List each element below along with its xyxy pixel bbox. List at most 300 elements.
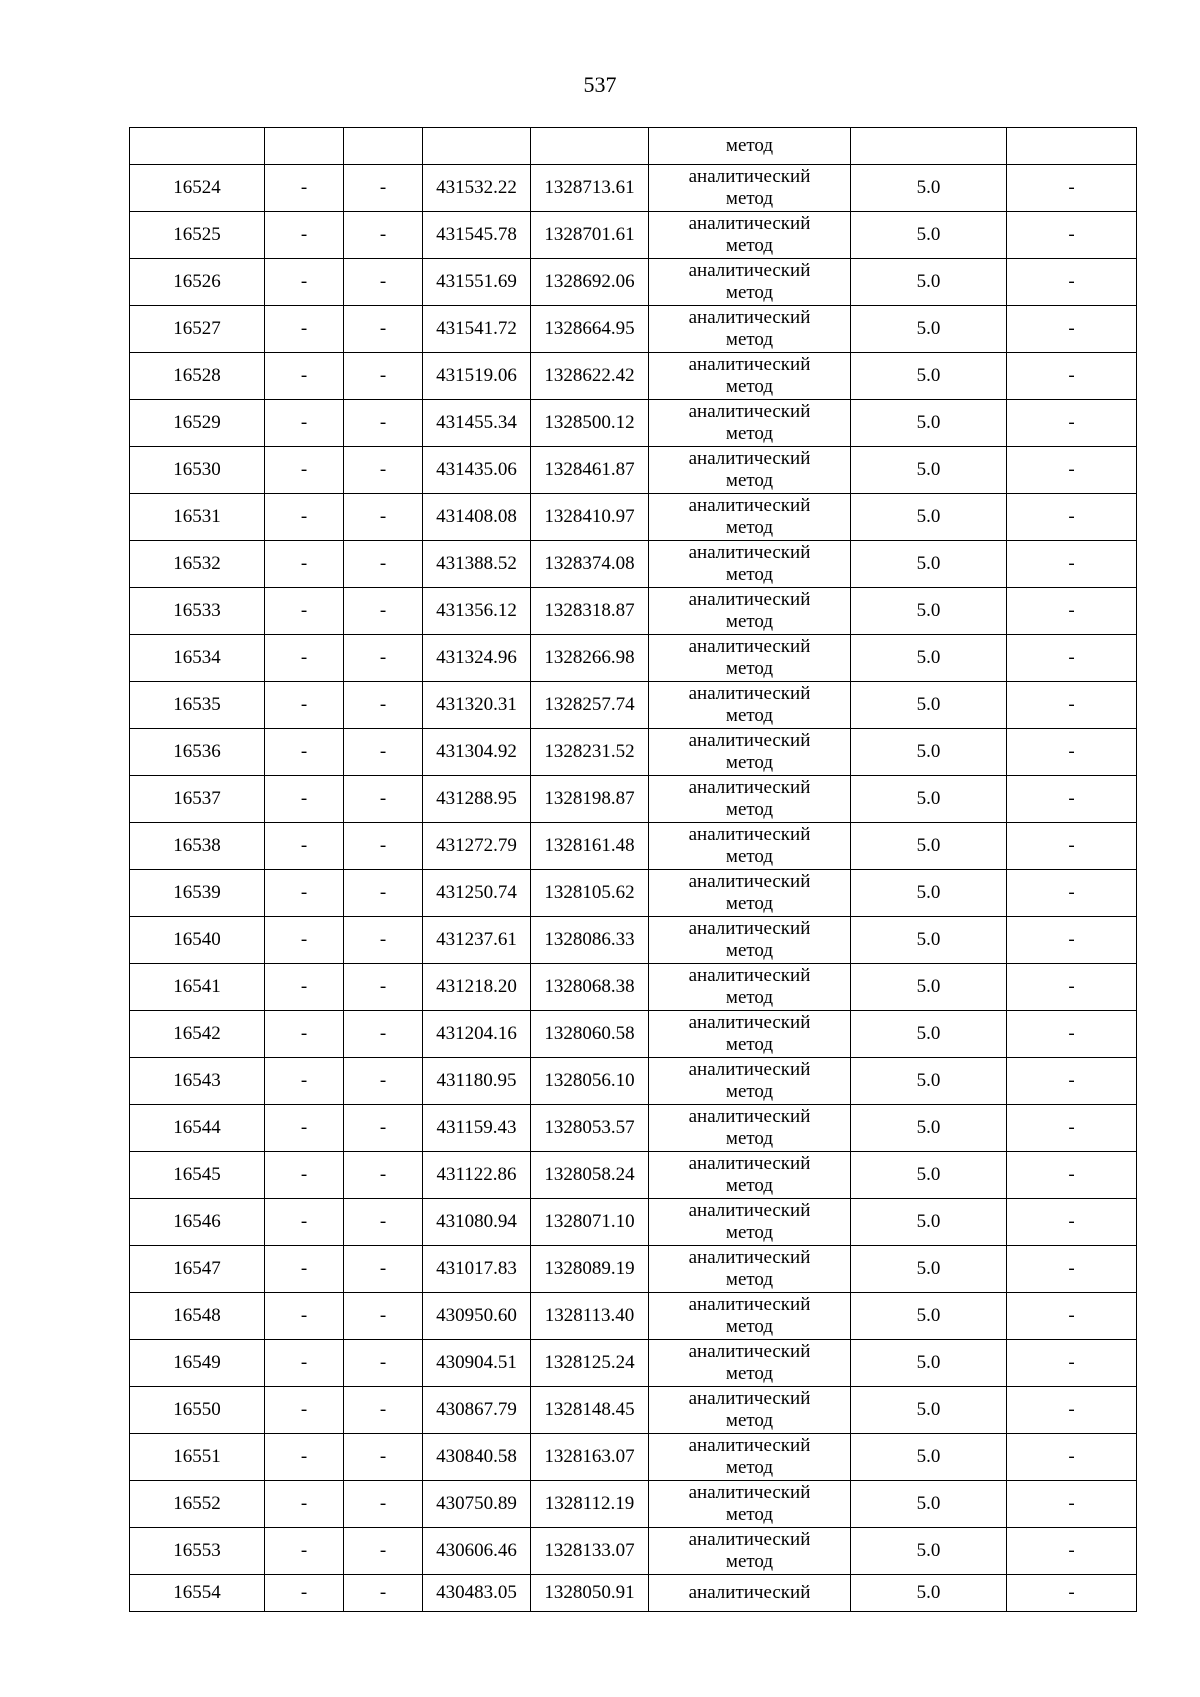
cell-point-number: 16537: [130, 776, 265, 823]
cell-y: 1328664.95: [531, 306, 649, 353]
table-row: [130, 1528, 1137, 1575]
cell-col2: -: [265, 823, 344, 870]
cell-point-number: 16548: [130, 1293, 265, 1340]
cell-method: [649, 1199, 851, 1246]
method-line-2: метод: [725, 188, 774, 209]
cell-accuracy: 5.0: [851, 1246, 1007, 1293]
cell-col3: -: [344, 729, 423, 776]
cell-point-number: 16531: [130, 494, 265, 541]
cell-col2: -: [265, 870, 344, 917]
table-row: [130, 259, 1137, 306]
cell-point-number: 16527: [130, 306, 265, 353]
cell-col8: -: [1007, 1481, 1137, 1528]
cell-method: [649, 635, 851, 682]
method-line-1: аналитический: [688, 401, 811, 422]
cell-y: 1328089.19: [531, 1246, 649, 1293]
cell-col3: -: [344, 823, 423, 870]
cell-y: 1328050.91: [531, 1575, 649, 1612]
cell-accuracy: 5.0: [851, 729, 1007, 776]
cell-col8: -: [1007, 1387, 1137, 1434]
cell-method: [649, 541, 851, 588]
cell-col2: -: [265, 447, 344, 494]
method-line-2: метод: [725, 282, 774, 303]
cell-col2: -: [265, 353, 344, 400]
cell-col3: -: [344, 1528, 423, 1575]
cell-col3: -: [344, 494, 423, 541]
cell-x: 431551.69: [423, 259, 531, 306]
cell-accuracy: 5.0: [851, 259, 1007, 306]
cell-y: 1328410.97: [531, 494, 649, 541]
method-line-1: аналитический: [688, 636, 811, 657]
cell-x: 431324.96: [423, 635, 531, 682]
method-line-1: аналитический: [688, 166, 811, 187]
table-row: [130, 212, 1137, 259]
table-row: [130, 870, 1137, 917]
method-line-2: метод: [725, 1269, 774, 1290]
method-line-1: аналитический: [688, 1582, 811, 1603]
cell-accuracy: 5.0: [851, 1434, 1007, 1481]
cell-accuracy: 5.0: [851, 212, 1007, 259]
cell-y: 1328112.19: [531, 1481, 649, 1528]
cell-method: [649, 917, 851, 964]
cell-accuracy: [851, 128, 1007, 165]
table-row: [130, 1152, 1137, 1199]
table-row: [130, 1481, 1137, 1528]
cell-x: [423, 128, 531, 165]
method-line-2: метод: [725, 987, 774, 1008]
cell-col3: -: [344, 870, 423, 917]
table-row: [130, 635, 1137, 682]
cell-method: [649, 1152, 851, 1199]
cell-x: 431159.43: [423, 1105, 531, 1152]
cell-x: 431080.94: [423, 1199, 531, 1246]
cell-point-number: 16536: [130, 729, 265, 776]
cell-col3: -: [344, 400, 423, 447]
cell-x: 431356.12: [423, 588, 531, 635]
cell-col3: -: [344, 212, 423, 259]
cell-col8: -: [1007, 353, 1137, 400]
cell-y: 1328068.38: [531, 964, 649, 1011]
cell-x: 431455.34: [423, 400, 531, 447]
cell-point-number: 16529: [130, 400, 265, 447]
cell-point-number: 16539: [130, 870, 265, 917]
cell-col3: -: [344, 1340, 423, 1387]
cell-y: 1328163.07: [531, 1434, 649, 1481]
cell-y: 1328161.48: [531, 823, 649, 870]
cell-col8: -: [1007, 306, 1137, 353]
cell-accuracy: 5.0: [851, 353, 1007, 400]
method-line-2: метод: [725, 1504, 774, 1525]
cell-point-number: 16543: [130, 1058, 265, 1105]
cell-method: [649, 1293, 851, 1340]
cell-accuracy: 5.0: [851, 917, 1007, 964]
cell-col3: -: [344, 541, 423, 588]
cell-col8: -: [1007, 635, 1137, 682]
cell-col3: -: [344, 1387, 423, 1434]
cell-point-number: 16542: [130, 1011, 265, 1058]
cell-y: 1328257.74: [531, 682, 649, 729]
cell-col8: -: [1007, 1152, 1137, 1199]
cell-col3: -: [344, 165, 423, 212]
cell-method: [649, 1387, 851, 1434]
cell-point-number: 16525: [130, 212, 265, 259]
cell-col3: -: [344, 353, 423, 400]
cell-method: [649, 353, 851, 400]
cell-x: 431388.52: [423, 541, 531, 588]
cell-col8: -: [1007, 776, 1137, 823]
method-line-2: метод: [725, 846, 774, 867]
cell-col2: -: [265, 776, 344, 823]
method-line-1: аналитический: [688, 1294, 811, 1315]
cell-method: [649, 1246, 851, 1293]
cell-x: 430606.46: [423, 1528, 531, 1575]
table-row: [130, 729, 1137, 776]
cell-col2: [265, 128, 344, 165]
cell-method: [649, 1011, 851, 1058]
cell-col2: -: [265, 917, 344, 964]
cell-x: 430483.05: [423, 1575, 531, 1612]
method-line-2: метод: [725, 752, 774, 773]
method-line-1: аналитический: [688, 1012, 811, 1033]
cell-accuracy: 5.0: [851, 400, 1007, 447]
cell-point-number: 16554: [130, 1575, 265, 1612]
cell-col3: -: [344, 776, 423, 823]
cell-y: 1328105.62: [531, 870, 649, 917]
cell-accuracy: 5.0: [851, 1011, 1007, 1058]
table-body: [130, 128, 1137, 1612]
cell-point-number: 16547: [130, 1246, 265, 1293]
cell-method: [649, 1481, 851, 1528]
cell-point-number: 16551: [130, 1434, 265, 1481]
cell-point-number: 16530: [130, 447, 265, 494]
cell-accuracy: 5.0: [851, 635, 1007, 682]
method-line-1: аналитический: [688, 1059, 811, 1080]
cell-accuracy: 5.0: [851, 1152, 1007, 1199]
cell-col8: -: [1007, 682, 1137, 729]
cell-col3: -: [344, 588, 423, 635]
cell-x: 431288.95: [423, 776, 531, 823]
cell-accuracy: 5.0: [851, 870, 1007, 917]
cell-col3: -: [344, 1105, 423, 1152]
cell-method: [649, 1105, 851, 1152]
cell-y: 1328461.87: [531, 447, 649, 494]
method-line-1: аналитический: [688, 1482, 811, 1503]
table-row: [130, 447, 1137, 494]
cell-x: 431237.61: [423, 917, 531, 964]
method-line-1: аналитический: [688, 1435, 811, 1456]
method-line-1: аналитический: [688, 824, 811, 845]
table-row: [130, 1387, 1137, 1434]
cell-y: 1328701.61: [531, 212, 649, 259]
cell-col2: -: [265, 1011, 344, 1058]
cell-point-number: 16532: [130, 541, 265, 588]
cell-accuracy: 5.0: [851, 1293, 1007, 1340]
cell-col8: -: [1007, 1340, 1137, 1387]
method-line-1: аналитический: [688, 1200, 811, 1221]
cell-point-number: 16545: [130, 1152, 265, 1199]
cell-col3: -: [344, 635, 423, 682]
table-row: [130, 306, 1137, 353]
coordinates-table: [129, 127, 1137, 1612]
cell-accuracy: 5.0: [851, 588, 1007, 635]
cell-col8: -: [1007, 1105, 1137, 1152]
cell-col8: -: [1007, 1293, 1137, 1340]
cell-accuracy: 5.0: [851, 1340, 1007, 1387]
cell-col3: -: [344, 1575, 423, 1612]
cell-col8: -: [1007, 588, 1137, 635]
cell-col8: -: [1007, 1528, 1137, 1575]
cell-method: [649, 729, 851, 776]
cell-col8: -: [1007, 1434, 1137, 1481]
cell-point-number: 16538: [130, 823, 265, 870]
method-line-2: метод: [725, 329, 774, 350]
method-line-2: метод: [725, 1081, 774, 1102]
cell-col2: -: [265, 635, 344, 682]
cell-col2: -: [265, 964, 344, 1011]
table-row: [130, 1011, 1137, 1058]
cell-point-number: 16541: [130, 964, 265, 1011]
cell-x: 431532.22: [423, 165, 531, 212]
method-line-2: метод: [725, 940, 774, 961]
cell-y: 1328056.10: [531, 1058, 649, 1105]
table-row: [130, 964, 1137, 1011]
table-row: [130, 1199, 1137, 1246]
method-line-1: аналитический: [688, 730, 811, 751]
cell-accuracy: 5.0: [851, 1528, 1007, 1575]
cell-point-number: 16546: [130, 1199, 265, 1246]
cell-method: [649, 1528, 851, 1575]
cell-col2: -: [265, 1105, 344, 1152]
method-line-2: метод: [725, 517, 774, 538]
cell-col8: -: [1007, 259, 1137, 306]
cell-method: [649, 964, 851, 1011]
method-line-1: аналитический: [688, 589, 811, 610]
table-row: [130, 917, 1137, 964]
cell-x: 431272.79: [423, 823, 531, 870]
cell-col2: -: [265, 306, 344, 353]
cell-method: [649, 1434, 851, 1481]
table-row: [130, 541, 1137, 588]
method-line-2: метод: [725, 1551, 774, 1572]
cell-y: 1328113.40: [531, 1293, 649, 1340]
cell-col2: -: [265, 729, 344, 776]
cell-method: [649, 776, 851, 823]
method-line-1: аналитический: [688, 307, 811, 328]
cell-col2: -: [265, 1058, 344, 1105]
cell-col2: -: [265, 1434, 344, 1481]
method-line-1: аналитический: [688, 448, 811, 469]
table-row: [130, 1434, 1137, 1481]
cell-col3: -: [344, 1199, 423, 1246]
cell-col8: -: [1007, 400, 1137, 447]
cell-x: 430867.79: [423, 1387, 531, 1434]
cell-y: 1328374.08: [531, 541, 649, 588]
cell-x: 430904.51: [423, 1340, 531, 1387]
cell-col8: -: [1007, 917, 1137, 964]
table-row: [130, 1575, 1137, 1612]
cell-point-number: [130, 128, 265, 165]
cell-col3: -: [344, 1246, 423, 1293]
cell-point-number: 16549: [130, 1340, 265, 1387]
cell-y: 1328692.06: [531, 259, 649, 306]
cell-y: 1328266.98: [531, 635, 649, 682]
cell-accuracy: 5.0: [851, 1481, 1007, 1528]
cell-accuracy: 5.0: [851, 1105, 1007, 1152]
method-line-2: метод: [725, 564, 774, 585]
cell-method: [649, 682, 851, 729]
table-row: [130, 1340, 1137, 1387]
cell-point-number: 16544: [130, 1105, 265, 1152]
cell-x: 431204.16: [423, 1011, 531, 1058]
cell-y: 1328231.52: [531, 729, 649, 776]
cell-y: 1328500.12: [531, 400, 649, 447]
cell-col3: -: [344, 1152, 423, 1199]
method-line-2: метод: [725, 1175, 774, 1196]
cell-x: 431408.08: [423, 494, 531, 541]
method-line-2: метод: [725, 1034, 774, 1055]
method-line-1: аналитический: [688, 213, 811, 234]
cell-x: 431545.78: [423, 212, 531, 259]
cell-y: 1328318.87: [531, 588, 649, 635]
table-row-continued: [130, 128, 1137, 165]
method-line-1: аналитический: [688, 777, 811, 798]
cell-y: 1328713.61: [531, 165, 649, 212]
table-row: [130, 353, 1137, 400]
cell-col8: -: [1007, 1199, 1137, 1246]
method-line-1: аналитический: [688, 1529, 811, 1550]
cell-col3: -: [344, 1434, 423, 1481]
cell-accuracy: 5.0: [851, 494, 1007, 541]
cell-x: 431250.74: [423, 870, 531, 917]
cell-col3: -: [344, 259, 423, 306]
table-row: [130, 588, 1137, 635]
cell-method: [649, 823, 851, 870]
table-row: [130, 400, 1137, 447]
cell-col8: -: [1007, 165, 1137, 212]
method-line-1: аналитический: [688, 965, 811, 986]
cell-col8: -: [1007, 1058, 1137, 1105]
cell-col2: -: [265, 1246, 344, 1293]
cell-y: 1328148.45: [531, 1387, 649, 1434]
table-row: [130, 494, 1137, 541]
cell-y: 1328198.87: [531, 776, 649, 823]
method-line-1: аналитический: [688, 1153, 811, 1174]
cell-method: [649, 588, 851, 635]
table-row: [130, 1246, 1137, 1293]
cell-accuracy: 5.0: [851, 447, 1007, 494]
cell-col3: -: [344, 917, 423, 964]
cell-col8: -: [1007, 964, 1137, 1011]
method-line-2: метод: [725, 1128, 774, 1149]
cell-col8: -: [1007, 1246, 1137, 1293]
cell-col8: -: [1007, 541, 1137, 588]
cell-method: [649, 1058, 851, 1105]
cell-point-number: 16552: [130, 1481, 265, 1528]
cell-x: 431304.92: [423, 729, 531, 776]
cell-col8: -: [1007, 447, 1137, 494]
cell-x: 431122.86: [423, 1152, 531, 1199]
method-line-2: метод: [725, 1457, 774, 1478]
method-line-1: аналитический: [688, 542, 811, 563]
method-line-2: метод: [725, 611, 774, 632]
cell-col3: -: [344, 306, 423, 353]
cell-accuracy: 5.0: [851, 776, 1007, 823]
table-row: [130, 1105, 1137, 1152]
method-line-1: аналитический: [688, 1106, 811, 1127]
cell-x: 430750.89: [423, 1481, 531, 1528]
cell-col2: -: [265, 1387, 344, 1434]
cell-col3: [344, 128, 423, 165]
cell-y: 1328622.42: [531, 353, 649, 400]
method-line-1: аналитический: [688, 1341, 811, 1362]
cell-col2: -: [265, 682, 344, 729]
method-line-1: аналитический: [688, 871, 811, 892]
cell-accuracy: 5.0: [851, 1387, 1007, 1434]
cell-col2: -: [265, 165, 344, 212]
cell-method: [649, 1340, 851, 1387]
cell-col8: -: [1007, 1011, 1137, 1058]
method-line-2: метод: [725, 376, 774, 397]
cell-col2: -: [265, 1481, 344, 1528]
cell-accuracy: 5.0: [851, 306, 1007, 353]
cell-method: [649, 212, 851, 259]
cell-accuracy: 5.0: [851, 1058, 1007, 1105]
cell-col3: -: [344, 447, 423, 494]
table-row: [130, 1293, 1137, 1340]
cell-method: [649, 447, 851, 494]
table-row: [130, 1058, 1137, 1105]
cell-point-number: 16540: [130, 917, 265, 964]
cell-point-number: 16533: [130, 588, 265, 635]
cell-x: 431320.31: [423, 682, 531, 729]
cell-accuracy: 5.0: [851, 823, 1007, 870]
method-line-1: аналитический: [688, 683, 811, 704]
cell-x: 431519.06: [423, 353, 531, 400]
cell-accuracy: 5.0: [851, 964, 1007, 1011]
cell-col2: -: [265, 1528, 344, 1575]
cell-accuracy: 5.0: [851, 1575, 1007, 1612]
cell-method: [649, 400, 851, 447]
cell-accuracy: 5.0: [851, 165, 1007, 212]
cell-accuracy: 5.0: [851, 541, 1007, 588]
cell-y: 1328133.07: [531, 1528, 649, 1575]
cell-col2: -: [265, 1340, 344, 1387]
cell-col8: -: [1007, 494, 1137, 541]
table-row: [130, 165, 1137, 212]
cell-accuracy: 5.0: [851, 1199, 1007, 1246]
cell-col8: -: [1007, 823, 1137, 870]
cell-col2: -: [265, 212, 344, 259]
method-line-2: метод: [725, 658, 774, 679]
cell-method: [649, 259, 851, 306]
cell-col8: -: [1007, 212, 1137, 259]
cell-point-number: 16526: [130, 259, 265, 306]
cell-col2: -: [265, 1575, 344, 1612]
cell-y: [531, 128, 649, 165]
cell-col2: -: [265, 259, 344, 306]
table-row: [130, 682, 1137, 729]
cell-col3: -: [344, 1293, 423, 1340]
cell-y: 1328060.58: [531, 1011, 649, 1058]
method-line-1: аналитический: [688, 260, 811, 281]
table-row: [130, 776, 1137, 823]
cell-col3: -: [344, 682, 423, 729]
cell-point-number: 16524: [130, 165, 265, 212]
cell-col3: -: [344, 1481, 423, 1528]
cell-col2: -: [265, 588, 344, 635]
cell-method: метод: [649, 128, 851, 165]
cell-method: [649, 870, 851, 917]
